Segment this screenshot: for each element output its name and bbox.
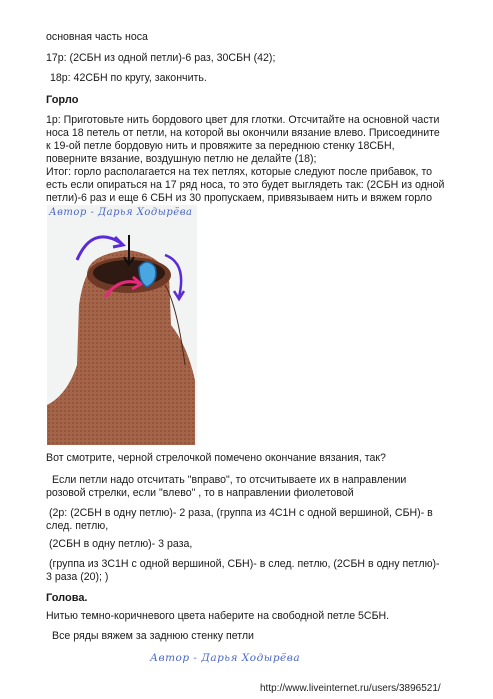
- text-line: (2СБН в одну петлю)- 3 раза,: [49, 538, 193, 550]
- text-line: поверните вязание, воздушную петлю не делайте (18);: [46, 153, 317, 165]
- text-line: 17р: (2СБН из одной петли)-6 раз, 30СБН (42);: [46, 52, 276, 64]
- text-line: Все ряды вяжем за заднюю стенку петли: [52, 630, 254, 642]
- text-line: след. петлю,: [46, 520, 109, 532]
- text-line: розовой стрелки, если "влево" , то в направлении фиолетовой: [46, 487, 354, 499]
- photo-author-signature: Автор - Дарья Ходырёва: [49, 207, 193, 218]
- text-line: Если петли надо отсчитать "вправо", то отсчитываете их в направлении: [52, 474, 407, 486]
- knitted-nose-illustration: [47, 205, 197, 445]
- text-line: носа 18 петель от петли, на которой вы окончили вязание влево. Присоедините: [46, 127, 440, 139]
- text-line: Вот смотрите, черной стрелочкой помечено окончание вязания, так?: [46, 452, 386, 464]
- section-heading-golova: Голова.: [46, 592, 88, 604]
- text-line: 18р: 42СБН по кругу, закончить.: [50, 72, 207, 84]
- text-line: основная часть носа: [46, 31, 148, 43]
- knit-photo: [47, 205, 197, 445]
- text-line: (группа из 3С1Н с одной вершиной, СБН)- в след. петлю, (2СБН в одну петлю)-: [49, 558, 440, 570]
- text-line: 1р: Приготовьте нить бордового цвет для глотки. Отсчитайте на основной части: [46, 114, 440, 126]
- source-url[interactable]: http://www.liveinternet.ru/users/3896521/: [260, 683, 441, 694]
- text-line: есть если опираться на 17 ряд носа, то это будет выглядеть так: (2СБН из одной: [46, 179, 445, 191]
- text-line: 3 раза (20); ): [46, 571, 109, 583]
- text-line: (2р: (2СБН в одну петлю)- 2 раза, (группа из 4С1Н с одной вершиной, СБН)- в: [49, 507, 433, 519]
- author-signature: Автор - Дарья Ходырёва: [150, 652, 301, 664]
- text-line: к 19-ой петле бордовую нить и провяжите за переднюю стенку 18СБН,: [46, 140, 395, 152]
- text-line: Нитью темно-коричневого цвета наберите на свободной петле 5СБН.: [46, 610, 390, 622]
- text-line: петли)-6 раз и еще 6 СБН из 30 пропускаем, привязываем нить и вяжем горло: [46, 192, 432, 204]
- text-line: Итог: горло располагается на тех петлях, которые следуют после прибавок, то: [46, 166, 433, 178]
- section-heading-gorlo: Горло: [46, 94, 79, 106]
